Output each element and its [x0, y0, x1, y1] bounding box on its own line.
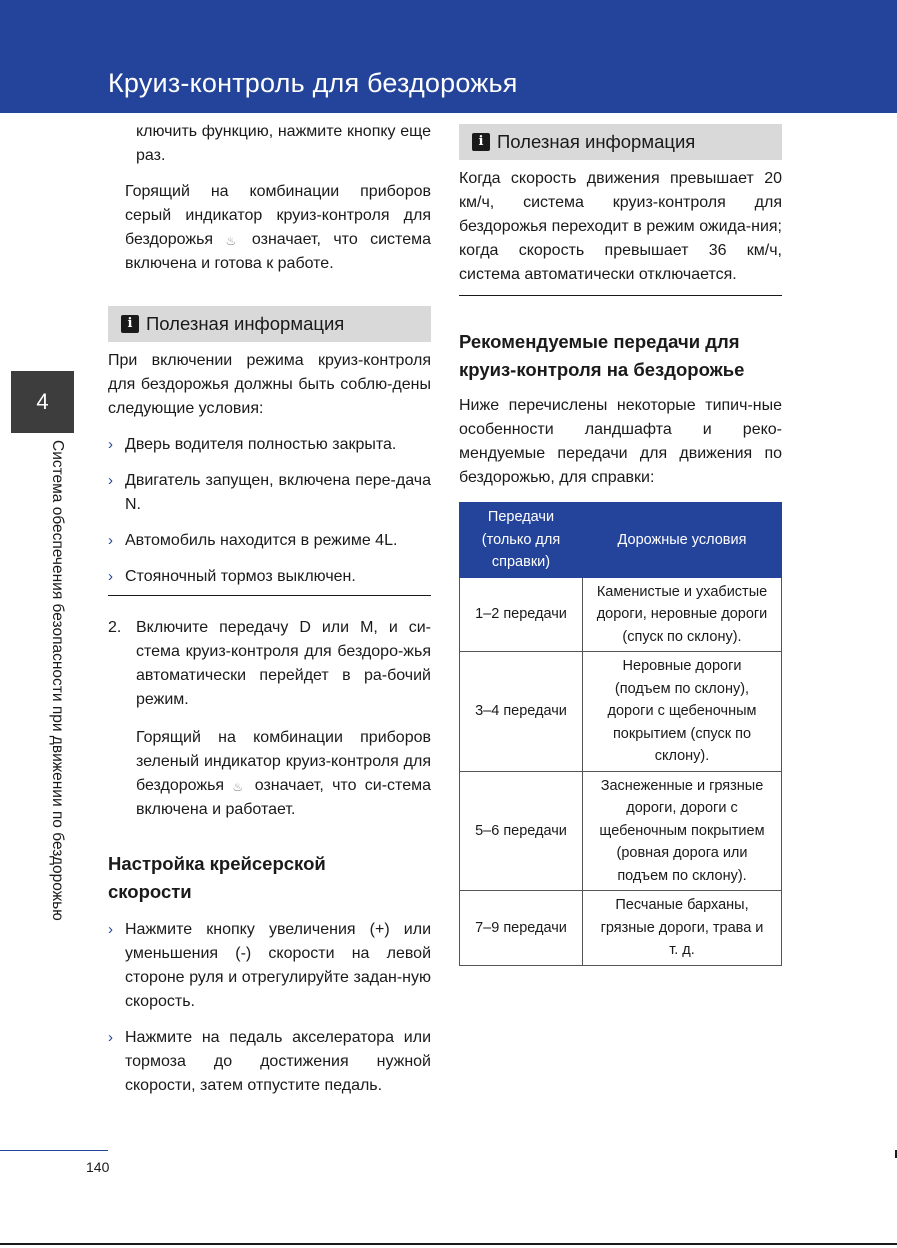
green-indicator-text-a: Горящий на комбинации приборов зеленый индикатор круиз-контроля для бездорожья [136, 729, 431, 794]
green-indicator-text-b: означает, что си-стема включена и работает. [136, 777, 431, 818]
info-icon: i [121, 315, 139, 333]
info-box-divider [108, 595, 431, 596]
chapter-tab [11, 371, 74, 433]
col-header-conditions: Дорожные условия [583, 503, 782, 578]
offroad-cruise-indicator-icon: ♨ [232, 780, 244, 794]
gear-cell: 1–2 передачи [460, 577, 583, 652]
table-header-row [460, 503, 782, 578]
chevron-right-icon: › [108, 472, 113, 489]
page-number: 140 [86, 1159, 110, 1175]
gear-cell: 7–9 передачи [460, 891, 583, 966]
page-bottom-rule [0, 1243, 897, 1245]
gear-cell: 5–6 передачи [460, 771, 583, 891]
table-row [460, 652, 782, 772]
info-box-text: При включении режима круиз-контроля для бездорожья должны быть соблю-дены следующие условия: [108, 352, 431, 417]
info-box-header [108, 306, 431, 342]
page-title: Круиз-контроль для бездорожья [108, 68, 518, 98]
left-column [108, 120, 431, 1110]
footer-rule [0, 1150, 108, 1151]
conditions-cell: Заснеженные и грязные дороги, дороги с щебеночным покрытием (ровная дорога или подъем по склону). [583, 771, 782, 891]
continued-step-text: ключить функцию, нажмите кнопку еще раз. [136, 123, 431, 164]
chevron-right-icon: › [108, 568, 113, 585]
step-2 [108, 616, 431, 712]
offroad-cruise-indicator-icon: ♨ [225, 234, 237, 248]
condition-text: Дверь водителя полностью закрыта. [125, 436, 397, 453]
condition-item [108, 565, 431, 589]
gear-cell: 3–4 передачи [460, 652, 583, 772]
conditions-cell: Песчаные барханы, грязные дороги, трава и т. д. [583, 891, 782, 966]
chevron-right-icon: › [108, 1029, 113, 1046]
instruction-text: Нажмите кнопку увеличения (+) или уменьшения (-) скорости на левой стороне руля и отрегулируйте задан-ную скорость. [125, 921, 431, 1010]
info-box-divider [459, 295, 782, 296]
info-icon: i [472, 133, 490, 151]
gray-indicator-text-a: Горящий на комбинации приборов серый индикатор круиз-контроля для бездорожья [125, 183, 431, 248]
condition-text: Двигатель запущен, включена пере-дача N. [125, 472, 431, 513]
section-heading: Настройка крейсерской скорости [108, 853, 326, 902]
gray-indicator-text-b: означает, что система включена и готова к работе. [125, 231, 431, 272]
info-box-text: Когда скорость движения превышает 20 км/ч, система круиз-контроля для бездорожья переходит в режим ожида-ния; когда скорость превышает 36 км/ч, система автоматически отключается. [459, 170, 782, 283]
conditions-cell: Каменистые и ухабистые дороги, неровные дороги (спуск по склону). [583, 577, 782, 652]
col-header-gears: Передачи (только для справки) [460, 503, 583, 578]
info-box-title: Полезная информация [146, 313, 345, 334]
green-indicator-paragraph [108, 726, 431, 822]
right-column [459, 124, 782, 966]
gray-indicator-paragraph [108, 180, 431, 276]
chapter-number: 4 [36, 389, 49, 414]
info-box-title: Полезная информация [497, 131, 696, 152]
chevron-right-icon: › [108, 921, 113, 938]
info-box-header [459, 124, 782, 160]
page-header [0, 0, 897, 113]
gears-table [459, 502, 782, 966]
step-number: 2. [108, 619, 122, 636]
conditions-cell: Неровные дороги (подъем по склону), дороги с щебеночным покрытием (спуск по склону). [583, 652, 782, 772]
table-row [460, 891, 782, 966]
chapter-title-vertical: Система обеспечения безопасности при движении по бездорожью [49, 440, 66, 921]
condition-item [108, 469, 431, 517]
condition-text: Автомобиль находится в режиме 4L. [125, 532, 398, 549]
condition-item [108, 529, 431, 553]
section-heading: Рекомендуемые передачи для круиз-контроля на бездорожье [459, 331, 745, 380]
table-row [460, 577, 782, 652]
speed-instruction-item [108, 918, 431, 1014]
table-intro: Ниже перечислены некоторые типич-ные особенности ландшафта и реко-мендуемые передачи для движения по бездорожью, для справки: [459, 397, 782, 486]
condition-text: Стояночный тормоз выключен. [125, 568, 356, 585]
speed-instruction-item [108, 1026, 431, 1098]
step-text: Включите передачу D или M, и си-стема круиз-контроля для бездоро-жья автоматически перейдет в ра-бочий режим. [136, 619, 431, 708]
table-row [460, 771, 782, 891]
chevron-right-icon: › [108, 532, 113, 549]
instruction-text: Нажмите на педаль акселератора или тормоза до достижения нужной скорости, затем отпустите педаль. [125, 1029, 431, 1094]
chevron-right-icon: › [108, 436, 113, 453]
condition-item [108, 433, 431, 457]
